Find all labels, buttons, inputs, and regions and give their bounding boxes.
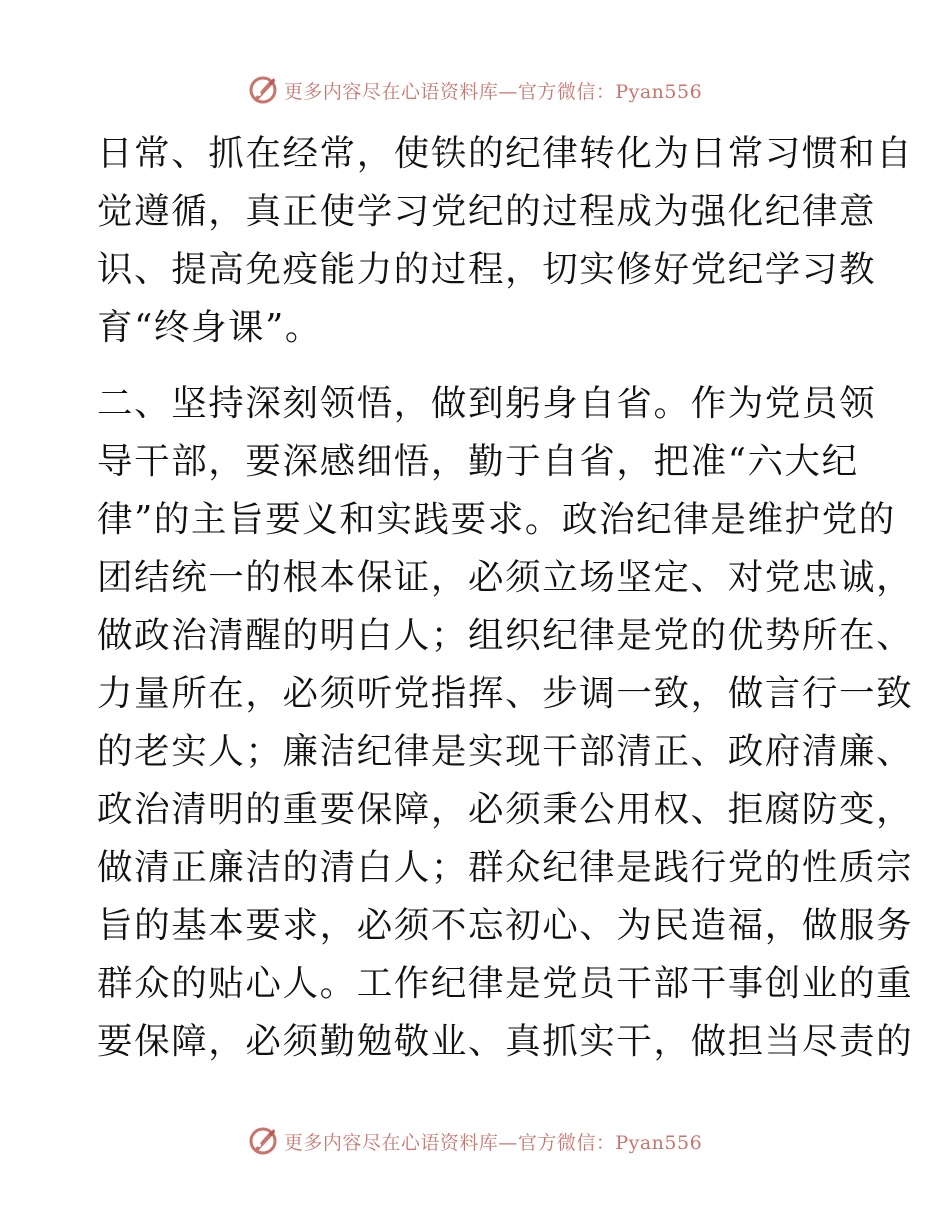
header-watermark: [0, 73, 950, 107]
text-line: 导干部，要深感细悟，勤于自省，把准“六大纪: [97, 441, 859, 482]
text-line: 团结统一的根本保证，必须立场坚定、对党忠诚，: [97, 557, 914, 598]
text-line: 二、坚持深刻领悟，做到躬身自省。作为党员领: [97, 383, 877, 424]
paragraph-spacer: [97, 357, 857, 375]
text-line: 的老实人；廉洁纪律是实现干部清正、政府清廉、: [97, 731, 914, 772]
footer-watermark: [0, 1124, 950, 1158]
text-line: 政治清明的重要保障，必须秉公用权、拒腐防变，: [97, 789, 914, 830]
quill-seal-icon: [248, 75, 278, 105]
text-line: 律”的主旨要义和实践要求。政治纪律是维护党的: [97, 499, 896, 540]
paragraph-1: [97, 125, 914, 357]
watermark-text: 更多内容尽在心语资料库—官方微信：Pyan556: [283, 80, 703, 103]
text-line: 做政治清醒的明白人；组织纪律是党的优势所在、: [97, 615, 914, 656]
text-line: 觉遵循，真正使学习党纪的过程成为强化纪律意: [97, 191, 877, 232]
quill-seal-icon: [248, 1126, 278, 1156]
text-line: 育“终身课”。: [97, 307, 322, 348]
text-line: 要保障，必须勤勉敬业、真抓实干，做担当尽责的: [97, 1021, 914, 1062]
text-line: 日常、抓在经常，使铁的纪律转化为日常习惯和自: [97, 133, 914, 174]
paragraph-2: [97, 375, 914, 1071]
text-line: 识、提高免疫能力的过程，切实修好党纪学习教: [97, 249, 877, 290]
text-line: 力量所在，必须听党指挥、步调一致，做言行一致: [97, 673, 914, 714]
watermark-text: 更多内容尽在心语资料库—官方微信：Pyan556: [283, 1131, 703, 1154]
text-line: 做清正廉洁的清白人；群众纪律是践行党的性质宗: [97, 847, 914, 888]
text-line: 旨的基本要求，必须不忘初心、为民造福，做服务: [97, 905, 914, 946]
text-line: 群众的贴心人。工作纪律是党员干部干事创业的重: [97, 963, 914, 1004]
document-body: [97, 125, 914, 1071]
